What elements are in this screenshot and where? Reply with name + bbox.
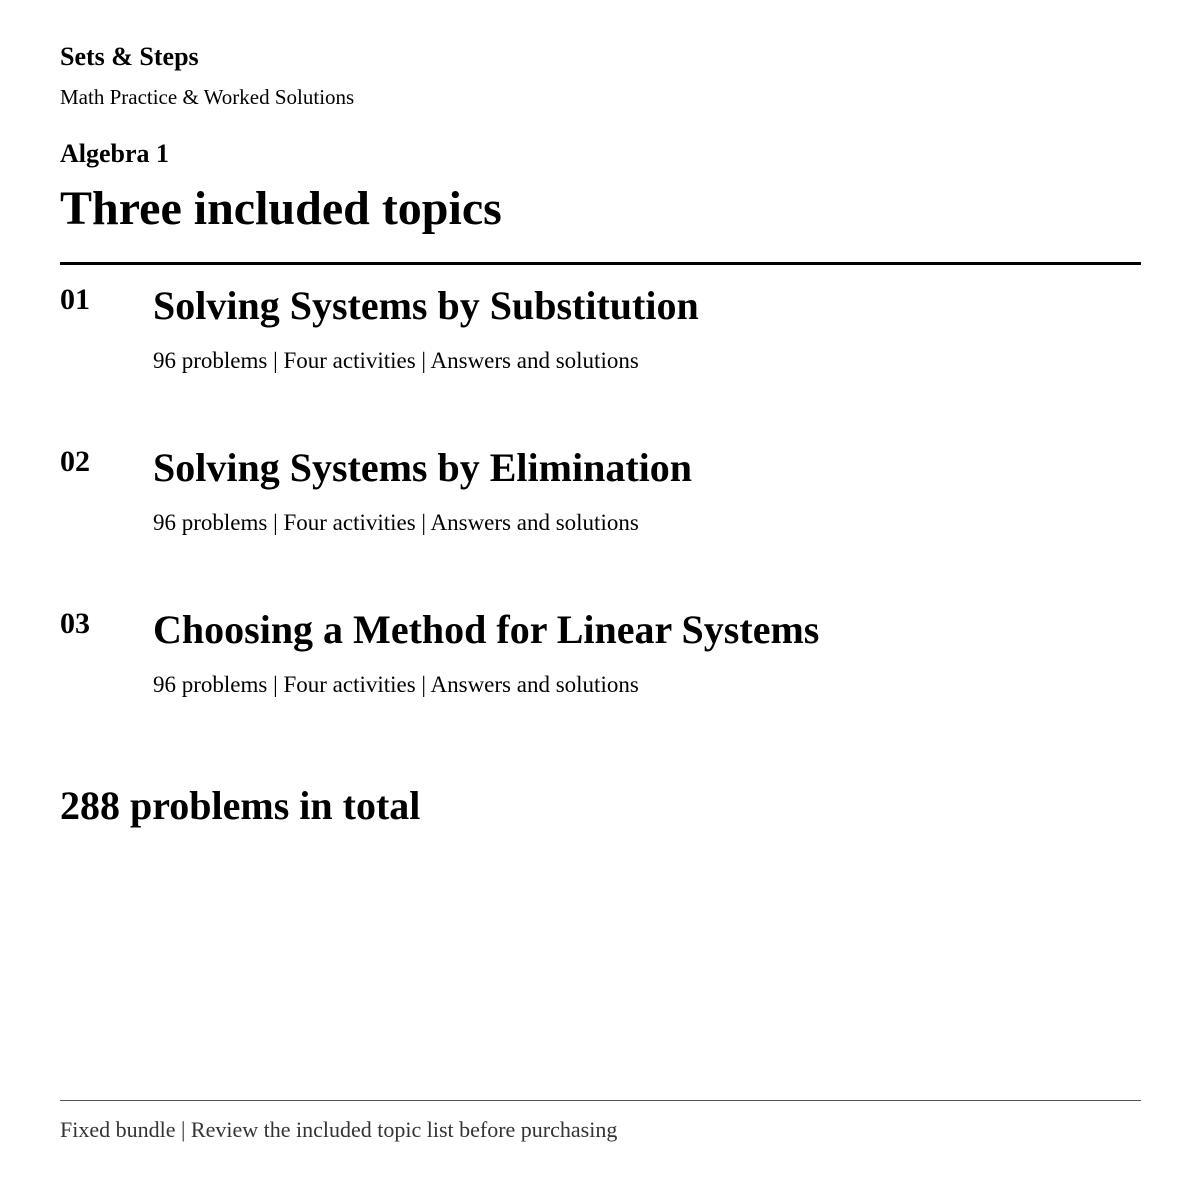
- topic-title: Solving Systems by Substitution: [153, 283, 699, 328]
- page-title: Three included topics: [60, 182, 502, 235]
- topic-meta: 96 problems | Four activities | Answers and solutions: [153, 510, 639, 535]
- topic-meta: 96 problems | Four activities | Answers and solutions: [153, 348, 639, 373]
- brand-name: Sets & Steps: [60, 42, 199, 71]
- footer-note: Fixed bundle | Review the included topic list before purchasing: [60, 1117, 618, 1142]
- course-label: Algebra 1: [60, 139, 170, 168]
- topic-item: [60, 282, 1141, 412]
- topic-title: Solving Systems by Elimination: [153, 445, 693, 490]
- topic-meta: 96 problems | Four activities | Answers and solutions: [153, 672, 639, 697]
- topic-number: 03: [60, 607, 90, 640]
- bundle-page: [60, 0, 1141, 1200]
- topic-number: 02: [60, 445, 90, 478]
- topic-item: [60, 606, 1141, 736]
- topic-title: Choosing a Method for Linear Systems: [153, 607, 820, 652]
- topic-item: [60, 444, 1141, 574]
- total-problems: 288 problems in total: [60, 783, 421, 828]
- title-divider: [60, 262, 1141, 265]
- brand-tagline: Math Practice & Worked Solutions: [60, 85, 355, 109]
- footer-divider: [60, 1100, 1141, 1101]
- topic-number: 01: [60, 283, 90, 316]
